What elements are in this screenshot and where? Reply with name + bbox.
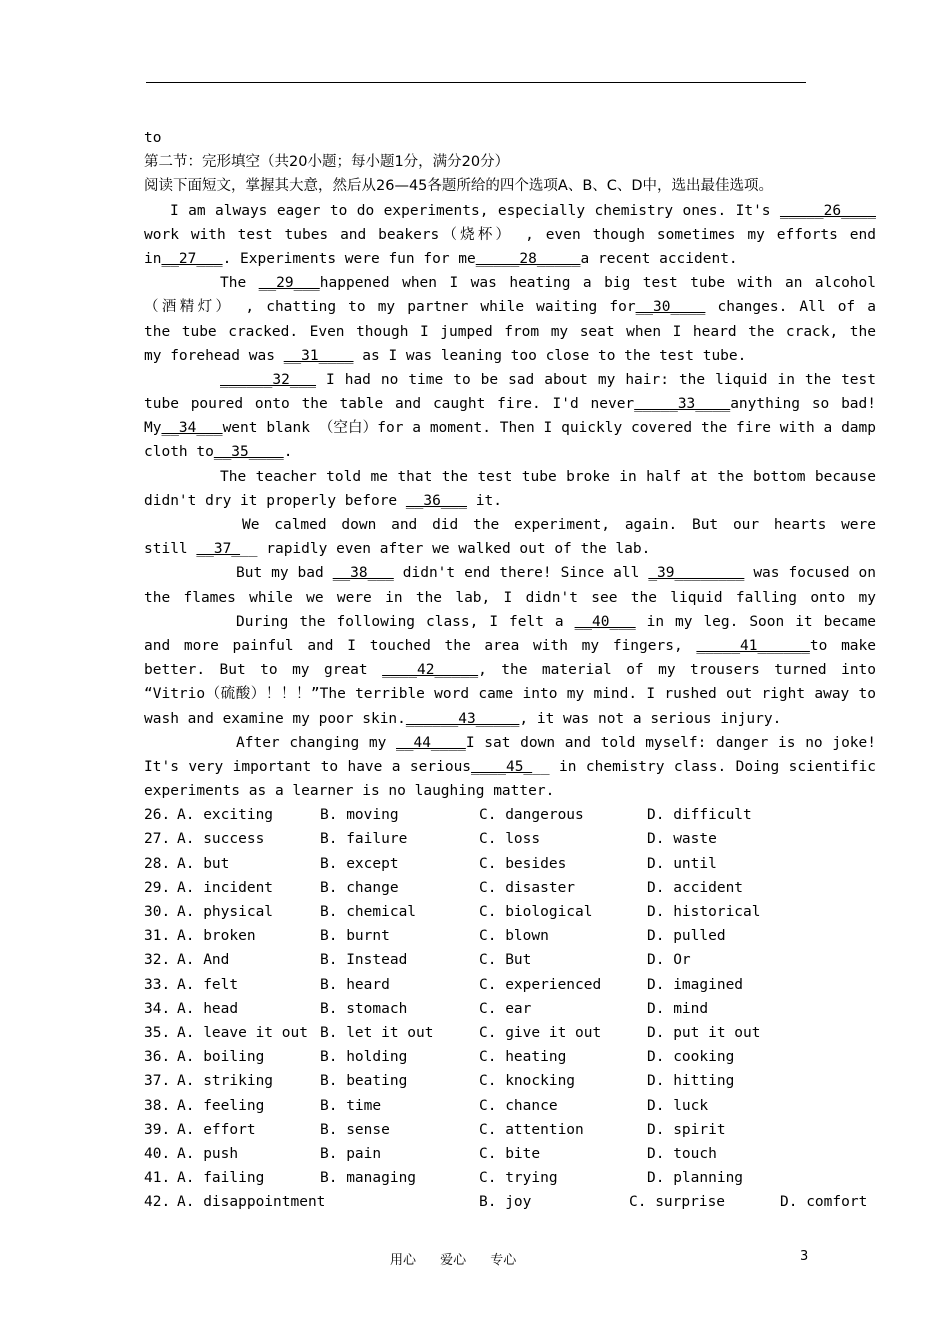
option-row: 36. A. boiling B. holding C. heating D. cooking <box>144 1049 735 1066</box>
blank-32: ______32___ <box>220 371 317 388</box>
blank-39: _39________ <box>648 565 745 582</box>
passage-line: But my bad __38___ didn't end there! Since all _39________ was focused on <box>236 565 876 582</box>
passage-line: experiments as a learner is no laughing matter. <box>144 783 555 800</box>
header-rule <box>146 82 806 83</box>
blank-35: __35____ <box>213 444 284 461</box>
option-row: 35. A. leave it out B. let it out C. give it out D. put it out <box>144 1024 761 1041</box>
page-footer <box>0 1249 950 1269</box>
option-row: 26. A. exciting B. moving C. dangerous D. difficult <box>144 807 752 824</box>
option-row-42: 42. A. disappointment B. joy C. surprise D. comfort <box>144 1194 868 1211</box>
blank-34: __34___ <box>161 420 223 437</box>
blank-33: _____33____ <box>634 396 731 413</box>
passage-line: didn't dry it properly before __36___ it. <box>144 492 502 509</box>
blank-30: __30____ <box>635 299 706 316</box>
option-row: 41. A. failing B. managing C. trying D. planning <box>144 1170 744 1187</box>
passage-line: After changing my __44____I sat down and told myself: danger is no joke! <box>236 734 876 751</box>
option-row: 38. A. feeling B. time C. chance D. luck <box>144 1097 709 1114</box>
cloze-passage <box>144 199 876 804</box>
blank-28: _____28_____ <box>475 250 581 267</box>
option-row: 29. A. incident B. change C. disaster D. accident <box>144 879 744 896</box>
blank-36: __36___ <box>405 492 468 509</box>
passage-line: I am always eager to do experiments, especially chemistry ones. It's _____26____ <box>170 202 876 219</box>
blank-29: __29___ <box>258 275 320 292</box>
passage-line: （酒精灯） , chatting to my partner while waiting for__30____ changes. All of a <box>144 299 876 316</box>
passage-line: work with test tubes and beakers（烧杯） , even though sometimes my efforts end <box>144 226 876 243</box>
option-row: 28. A. but B. except C. besides D. until <box>144 855 717 872</box>
passage-line: It's very important to have a serious____45___ in chemistry class. Doing scientific <box>144 758 876 775</box>
top-word: to <box>144 130 162 146</box>
passage-line: During the following class, I felt a __40___ in my leg. Soon it became <box>236 613 876 630</box>
blank-42: ____42_____ <box>382 662 479 679</box>
footer-motto: 用心 爱心 专心 <box>390 1253 517 1268</box>
option-row: 31. A. broken B. burnt C. blown D. pulled <box>144 928 726 945</box>
blank-44: __44____ <box>396 734 466 751</box>
passage-line: “Vitrio（硫酸）！！！”The terrible word came into my mind. I rushed out right away to <box>144 686 876 703</box>
page-content <box>144 126 876 1214</box>
blank-41: _____41______ <box>696 637 810 654</box>
passage-line: the flames while we were in the lab, I didn't see the liquid falling onto my <box>144 589 876 606</box>
blank-37: __37_ <box>196 541 241 558</box>
page-number: 3 <box>800 1249 809 1264</box>
option-row: 40. A. push B. pain C. bite D. touch <box>144 1145 717 1162</box>
passage-line: The __29___happened when I was heating a big test tube with an alcohol <box>220 275 876 292</box>
passage-line: My__34___went blank （空白）for a moment. Then I quickly covered the fire with a damp <box>144 420 876 437</box>
option-row: 33. A. felt B. heard C. experienced D. imagined <box>144 976 744 993</box>
option-row: 27. A. success B. failure C. loss D. waste <box>144 831 717 848</box>
passage-line: the tube cracked. Even though I jumped from my seat when I heard the crack, the <box>144 323 876 340</box>
blank-45: ____45_ <box>471 758 533 775</box>
option-row: 37. A. striking B. beating C. knocking D. hitting <box>144 1073 735 1090</box>
passage-line: better. But to my great ____42_____, the material of my trousers turned into <box>144 662 876 679</box>
passage-line: cloth to__35____. <box>144 444 293 461</box>
instructions: 阅读下面短文，掌握其大意，然后从26—45各题所给的四个选项A、B、C、D中，选出最佳选项。 <box>144 178 774 195</box>
passage-line: The teacher told me that the test tube broke in half at the bottom because <box>220 468 876 485</box>
section-heading: 第二节：完形填空（共20小题；每小题1分，满分20分） <box>144 154 510 171</box>
passage-line: my forehead was __31____ as I was leaning too close to the test tube. <box>144 347 747 364</box>
passage-line: in__27___. Experiments were fun for me_____28_____a recent accident. <box>144 250 738 267</box>
option-row: 32. A. And B. Instead C. But D. Or <box>144 952 691 969</box>
blank-26: _____26____ <box>779 202 876 219</box>
option-row: 30. A. physical B. chemical C. biological D. historical <box>144 904 761 920</box>
blank-43: ______43_____ <box>405 710 520 727</box>
options-list <box>144 803 876 1214</box>
blank-27: __27___ <box>161 250 223 267</box>
blank-31: __31____ <box>283 347 354 364</box>
blank-40: __40___ <box>574 613 636 630</box>
passage-line: wash and examine my poor skin.______43_____, it was not a serious injury. <box>144 710 782 727</box>
passage-line: tube poured onto the table and caught fire. I'd never_____33____anything so bad! <box>144 396 876 413</box>
passage-line: and more painful and I touched the area with my fingers, _____41______to make <box>144 637 876 654</box>
passage-line: still __37___ rapidly even after we walked out of the lab. <box>144 541 651 558</box>
option-row: 39. A. effort B. sense C. attention D. spirit <box>144 1121 726 1138</box>
passage-line: We calmed down and did the experiment, again. But our hearts were <box>242 517 876 533</box>
passage-line: ______32___ I had no time to be sad about my hair: the liquid in the test <box>220 371 876 388</box>
option-row: 34. A. head B. stomach C. ear D. mind <box>144 1000 709 1017</box>
blank-38: __38___ <box>332 565 394 582</box>
